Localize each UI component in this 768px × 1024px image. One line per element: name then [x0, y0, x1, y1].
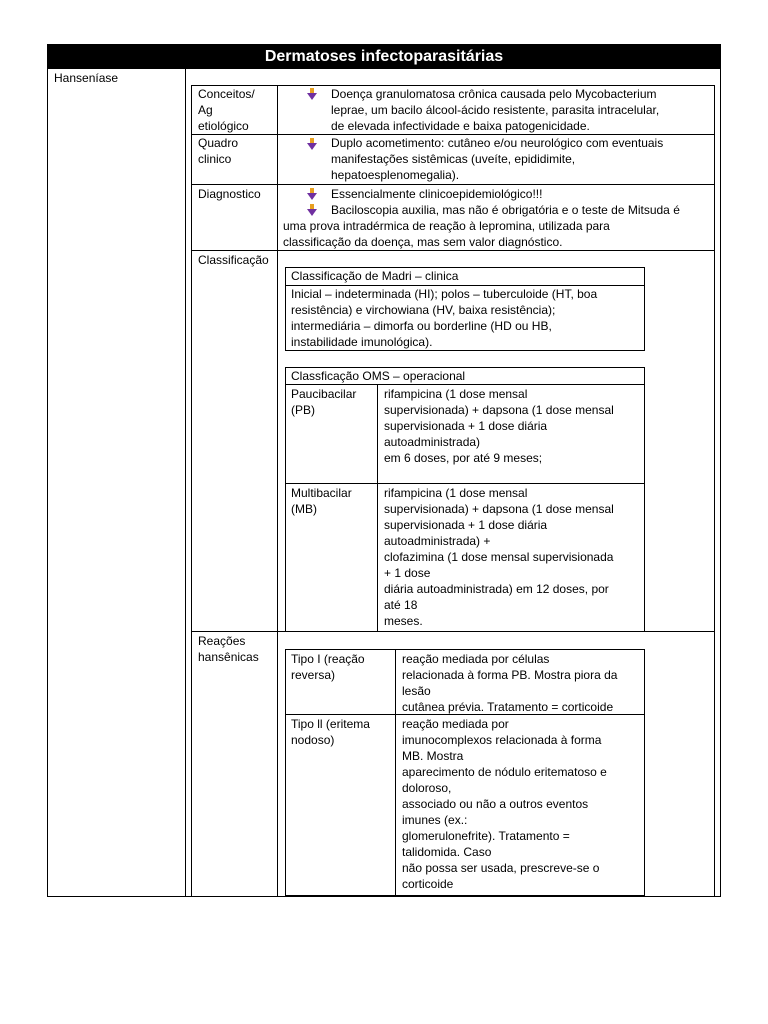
oms-text-pb: rifampicina (1 dose mensal supervisionada) + dapsona (1 dose mensal supervisionada + 1 dose diária autoadministrada) em 6 doses, por até 9 meses; [384, 387, 614, 465]
topic-label: Hanseníase [54, 71, 119, 85]
oms-label-pb: Paucibacilar (PB) [291, 387, 357, 417]
row-label-classificacao: Classificação [198, 253, 269, 267]
row-label-quadro: Quadro clinico [198, 136, 239, 166]
oms-header-divider [285, 384, 645, 385]
madri-body: Inicial – indeterminada (HI); polos – tuberculoide (HT, boa resistência) e virchowiana (HV, baixa resistência); intermediária – dimorfa ou borderline (HD ou HB, instabilidade imunológica). [291, 287, 598, 349]
page-title: Dermatoses infectoparasitárias [48, 45, 720, 69]
row-label-conceitos: Conceitos/ Ag etiológico [198, 87, 255, 133]
row-label-diagnostico: Diagnostico [198, 187, 261, 201]
bullet-text: Duplo acometimento: cutâneo e/ou neurológico com eventuais manifestações sistêmicas (uveíte, epididimite, hepatoesplenomegalia). [331, 136, 664, 182]
row-label-reacoes: Reações hansênicas [198, 634, 259, 664]
oms-header: Classficação OMS – operacional [291, 369, 466, 383]
reacoes-column-divider [395, 649, 396, 896]
row-divider [191, 184, 715, 185]
arrow-down-bullet-icon [307, 138, 317, 150]
oms-text-mb: rifampicina (1 dose mensal supervisionada) + dapsona (1 dose mensal supervisionada + 1 dose diária autoadministrada) + clofazimina (1 dose mensal supervisionada + 1 dose diária autoadministrada) em 12 doses, por até 18 meses. [384, 486, 614, 628]
oms-row-divider [285, 483, 645, 484]
oms-label-mb: Multibacilar (MB) [291, 486, 352, 516]
reacao-text-tipo1: reação mediada por células relacionada à forma PB. Mostra piora da lesão cutânea prévia. Tratamento = corticoide [402, 652, 618, 714]
reacao-label-tipo1: Tipo I (reação reversa) [291, 652, 365, 682]
arrow-down-bullet-icon [307, 88, 317, 100]
reacao-label-tipo2: Tipo ll (eritema nodoso) [291, 717, 370, 747]
madri-header: Classificação de Madri – clinica [291, 269, 459, 283]
column-divider [185, 69, 186, 897]
bullet-text: Doença granulomatosa crônica causada pelo Mycobacterium leprae, um bacilo álcool-ácido resistente, parasita intracelular, de elevada infectividade e baixa patogenicidade. [331, 87, 660, 133]
inner-column-divider [277, 85, 278, 896]
arrow-down-bullet-icon [307, 204, 317, 216]
row-divider [191, 250, 715, 251]
bullet-continuation: uma prova intradérmica de reação à lepromina, utilizada para classificação da doença, mas sem valor diagnóstico. [283, 219, 610, 249]
arrow-down-bullet-icon [307, 188, 317, 200]
bullet-text: Essencialmente clinicoepidemiológico!!! [331, 187, 543, 201]
reacao-text-tipo2: reação mediada por imunocomplexos relacionada à forma MB. Mostra aparecimento de nódulo eritematoso e doloroso, associado ou não a outros eventos imunes (ex.: glomerulonefrite). Tratamento = talidomida. Caso não possa ser usada, prescreve-se o corticoide [402, 717, 607, 891]
oms-column-divider [377, 384, 378, 631]
bullet-text: Baciloscopia auxilia, mas não é obrigatória e o teste de Mitsuda é [331, 203, 680, 217]
